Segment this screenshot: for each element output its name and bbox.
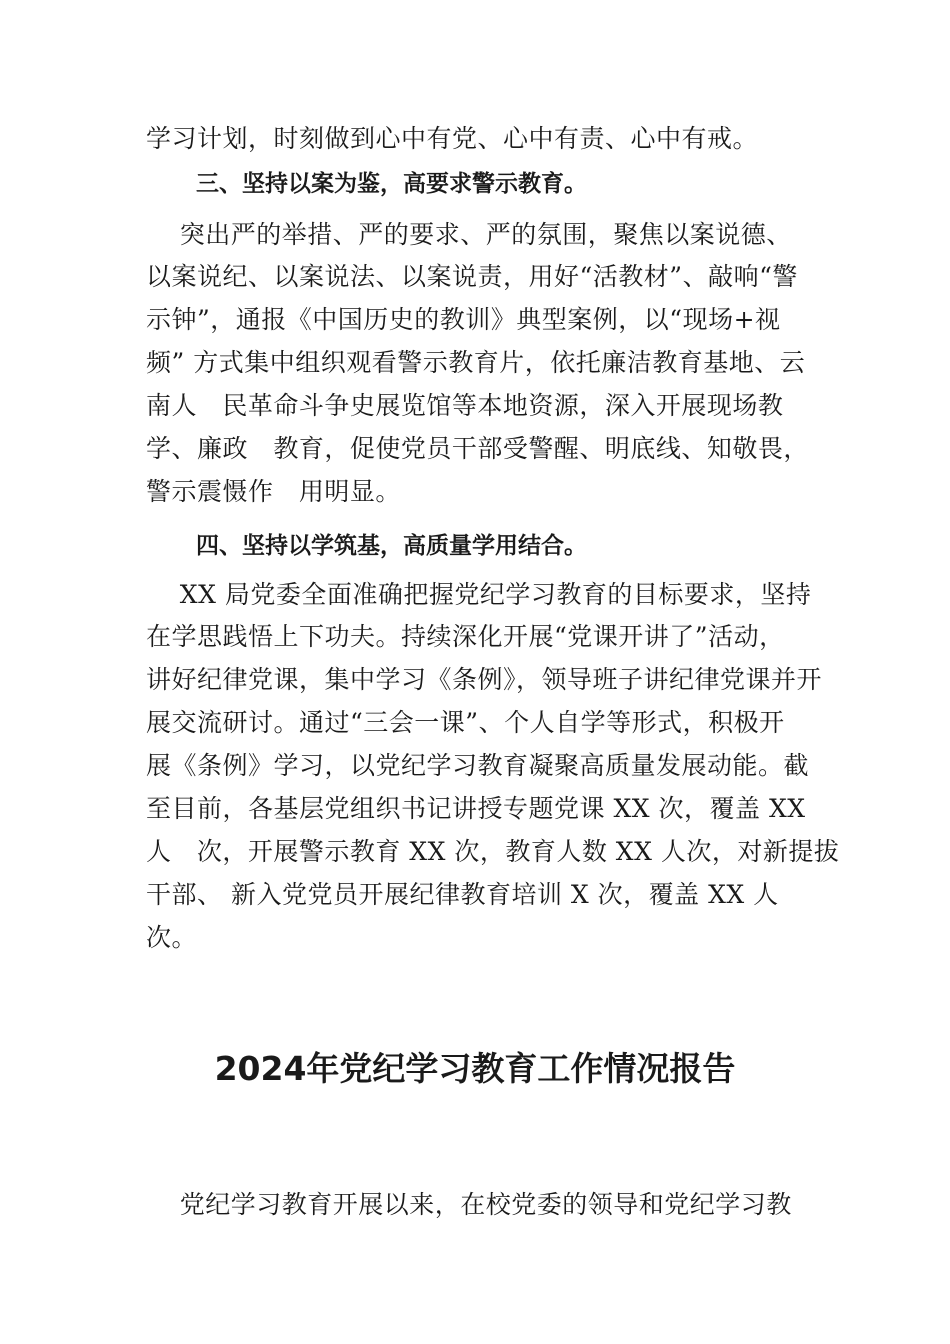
paragraph-line: 讲好纪律党课，集中学习《条例》，领导班子讲纪律党课并开 [146, 665, 823, 694]
paragraph-line: 以案说纪、以案说法、以案说责，用好“活教材”、敲响“警 [146, 262, 798, 291]
report-title: 2024年党纪学习教育工作情况报告 [214, 1049, 736, 1088]
paragraph-line: XX 局党委全面准确把握党纪学习教育的目标要求，坚持 [146, 580, 812, 609]
paragraph-line: 展《条例》学习，以党纪学习教育凝聚高质量发展动能。截 [146, 751, 810, 780]
paragraph-line: 警示震慑作 用明显。 [146, 477, 401, 506]
paragraph-line: 人 次，开展警示教育 XX 次，教育人数 XX 人次，对新提拔 [146, 837, 840, 866]
paragraph-line: 学习计划，时刻做到心中有党、心中有责、心中有戒。 [146, 124, 759, 153]
section-heading-4: 四、坚持以学筑基，高质量学用结合。 [196, 533, 587, 559]
section-heading-3: 三、坚持以案为鉴，高要求警示教育。 [196, 171, 587, 197]
paragraph-line: 展交流研讨。通过“三会一课”、个人自学等形式，积极开 [146, 708, 785, 737]
paragraph-line: 频” 方式集中组织观看警示教育片，依托廉洁教育基地、云 [146, 348, 806, 377]
paragraph-line: 南人 民革命斗争史展览馆等本地资源，深入开展现场教 [146, 391, 784, 420]
paragraph-line: 示钟”，通报《中国历史的教训》典型案例，以“现场+视 [146, 305, 781, 334]
paragraph-line: 次。 [146, 923, 198, 952]
paragraph-line: 干部、 新入党党员开展纪律教育培训 X 次，覆盖 XX 人 [146, 880, 779, 909]
paragraph-line: 突出严的举措、严的要求、严的氛围，聚焦以案说德、 [146, 220, 792, 249]
paragraph-line: 在学思践悟上下功夫。持续深化开展“党课开讲了”活动， [146, 622, 785, 651]
paragraph-line: 至目前，各基层党组织书记讲授专题党课 XX 次，覆盖 XX [146, 794, 806, 823]
paragraph-line: 党纪学习教育开展以来，在校党委的领导和党纪学习教 [146, 1190, 792, 1219]
paragraph-line: 学、廉政 教育，促使党员干部受警醒、明底线、知敬畏， [146, 434, 809, 463]
